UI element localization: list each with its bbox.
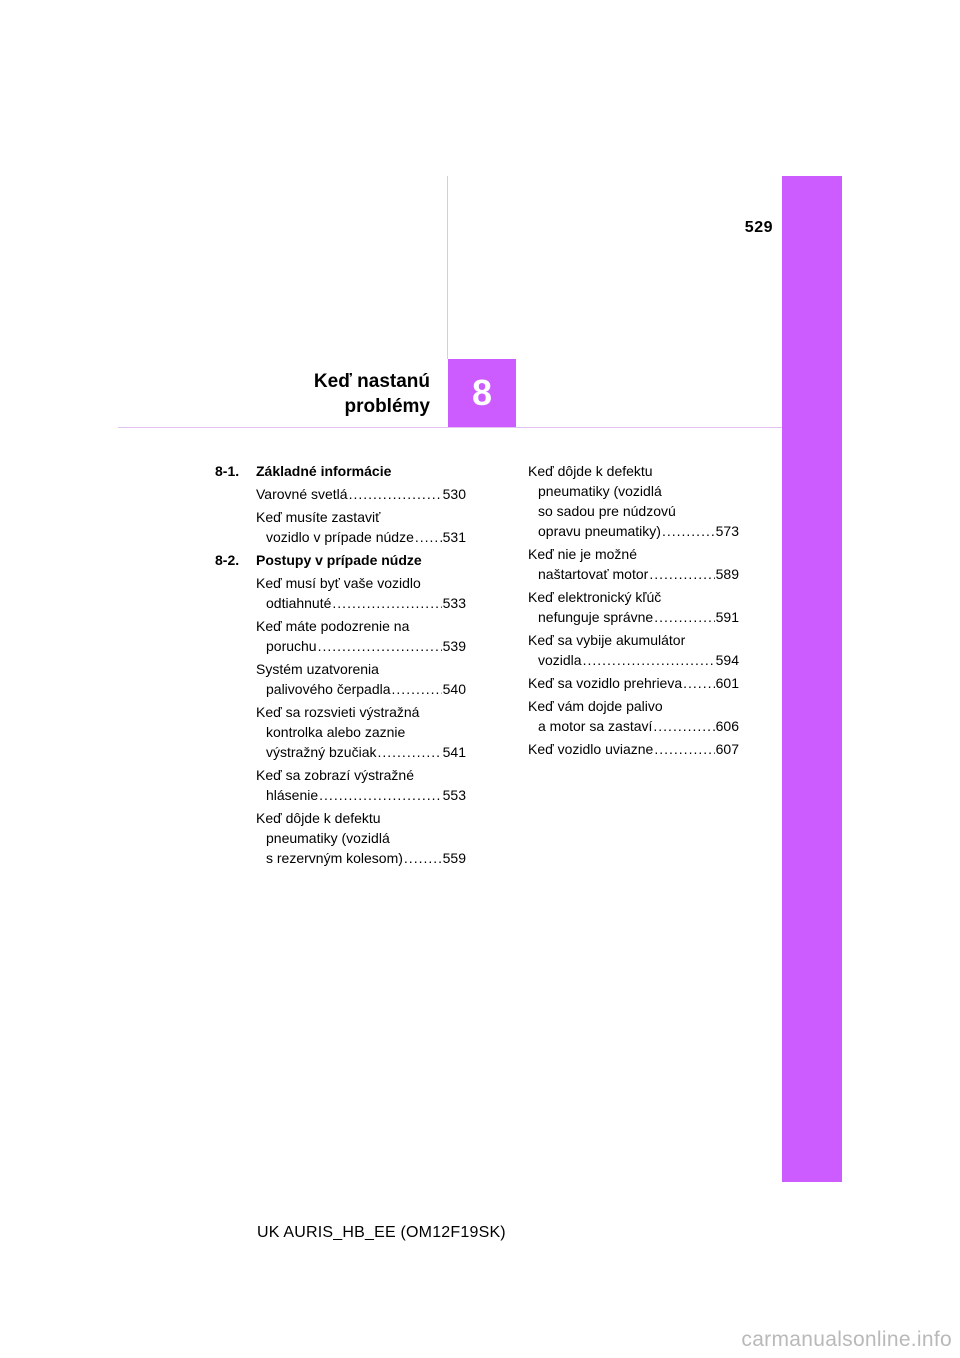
dot-leader	[415, 527, 442, 547]
toc-entry[interactable]	[256, 808, 466, 868]
toc-section-heading[interactable]	[215, 550, 466, 570]
chapter-title-line2: problémy	[344, 396, 430, 417]
toc-entry[interactable]	[256, 702, 466, 762]
toc-page-number: 530	[442, 486, 466, 502]
toc-entry-text: Keď sa vozidlo prehrieva	[528, 675, 683, 691]
toc-entry-text: vozidlo v prípade núdze	[266, 529, 414, 545]
dot-leader	[318, 636, 442, 656]
chapter-side-tab	[782, 176, 842, 1182]
toc-entry-last-line	[256, 785, 466, 805]
toc-page-number: 531	[442, 529, 466, 545]
toc-page-number: 553	[442, 787, 466, 803]
toc-entry-text: Keď nie je možné	[528, 546, 637, 562]
toc-entry-text: Keď sa rozsvieti výstražná	[256, 704, 420, 720]
toc-entry-last-line	[528, 716, 739, 736]
toc-entry-last-line	[256, 848, 466, 868]
toc-entry-text: Keď musíte zastaviť	[256, 509, 381, 525]
toc-entry-text: Keď elektronický kľúč	[528, 589, 662, 605]
toc-page-number: 539	[442, 638, 466, 654]
toc-page-number: 594	[715, 652, 739, 668]
toc-entry-text: Keď dôjde k defektu	[256, 810, 381, 826]
toc-entry[interactable]	[256, 484, 466, 504]
toc-entry[interactable]	[528, 673, 739, 693]
document-footer: UK AURIS_HB_EE (OM12F19SK)	[257, 1224, 506, 1241]
toc-section-number: 8-2.	[215, 552, 240, 568]
toc-entry[interactable]	[528, 461, 739, 541]
chapter-title	[314, 369, 430, 419]
chapter-title-line1: Keď nastanú	[313, 371, 430, 392]
toc-right-column	[528, 458, 739, 759]
toc-entry-text: s rezervným kolesom)	[266, 850, 403, 866]
toc-page-number: 607	[715, 741, 739, 757]
toc-entry-last-line	[256, 742, 466, 762]
toc-entry-last-line	[528, 607, 739, 627]
toc-entry-text: pneumatiky (vozidlá	[538, 483, 662, 499]
toc-entry-text: opravu pneumatiky)	[538, 523, 661, 539]
toc-page-number: 573	[715, 523, 739, 539]
toc-entry-last-line	[256, 636, 466, 656]
toc-section-title: Postupy v prípade núdze	[256, 552, 422, 568]
chapter-number-box	[448, 359, 516, 427]
toc-page-number: 541	[442, 744, 466, 760]
toc-page-number: 589	[715, 566, 739, 582]
toc-entry-last-line	[528, 521, 739, 541]
toc-section-number: 8-1.	[215, 463, 240, 479]
toc-entry[interactable]	[256, 573, 466, 613]
toc-entry[interactable]	[256, 765, 466, 805]
toc-page-number: 559	[442, 850, 466, 866]
dot-leader	[649, 564, 714, 584]
toc-entry-text: Keď vozidlo uviazne	[528, 741, 654, 757]
dot-leader	[332, 593, 441, 613]
dot-leader	[583, 650, 715, 670]
toc-entry-text: odtiahnuté	[266, 595, 332, 611]
toc-entry-text: Systém uzatvorenia	[256, 661, 379, 677]
toc-entry[interactable]	[528, 630, 739, 670]
watermark: carmanualsonline.info	[741, 1328, 952, 1351]
header-vertical-rule	[447, 176, 448, 359]
toc-page-number: 591	[715, 609, 739, 625]
dot-leader	[654, 739, 714, 759]
toc-entry-text: výstražný bzučiak	[266, 744, 377, 760]
toc-entry-text: Keď máte podozrenie na	[256, 618, 410, 634]
toc-section-title: Základné informácie	[256, 463, 392, 479]
toc-entry-text: Varovné svetlá	[256, 486, 348, 502]
toc-entry-last-line	[256, 527, 466, 547]
toc-page-number: 540	[442, 681, 466, 697]
toc-entry-text: Keď sa zobrazí výstražné	[256, 767, 415, 783]
toc-entry-text: Keď dôjde k defektu	[528, 463, 653, 479]
toc-entry[interactable]	[528, 544, 739, 584]
toc-entry-text: vozidla	[538, 652, 582, 668]
toc-page-number: 606	[715, 718, 739, 734]
toc-entry-last-line	[256, 679, 466, 699]
toc-entry[interactable]	[528, 739, 739, 759]
toc-entry-text: a motor sa zastaví	[538, 718, 653, 734]
toc-entry-last-line	[256, 484, 466, 504]
chapter-number: 8	[471, 372, 493, 413]
dot-leader	[654, 607, 714, 627]
header-horizontal-rule	[118, 427, 782, 428]
toc-section-heading[interactable]	[215, 461, 466, 481]
dot-leader	[392, 679, 442, 699]
toc-page-number: 601	[715, 675, 739, 691]
toc-entry-text: so sadou pre núdzovú	[538, 503, 676, 519]
dot-leader	[349, 484, 442, 504]
dot-leader	[653, 716, 714, 736]
page-number: 529	[744, 219, 773, 236]
toc-entry-text: Keď musí byť vaše vozidlo	[256, 575, 421, 591]
toc-entry[interactable]	[256, 616, 466, 656]
toc-entry-last-line	[528, 650, 739, 670]
toc-entry-text: poruchu	[266, 638, 317, 654]
toc-entry-last-line	[256, 593, 466, 613]
toc-entry-text: hlásenie	[266, 787, 319, 803]
toc-page-number: 533	[442, 595, 466, 611]
toc-entry-text: kontrolka alebo zaznie	[266, 724, 406, 740]
dot-leader	[683, 673, 715, 693]
toc-entry-text: palivového čerpadla	[266, 681, 391, 697]
toc-entry-text: Keď sa vybije akumulátor	[528, 632, 686, 648]
dot-leader	[404, 848, 442, 868]
toc-left-column	[215, 458, 466, 868]
toc-entry-last-line	[528, 564, 739, 584]
toc-entry-last-line	[528, 739, 739, 759]
toc-entry[interactable]	[256, 659, 466, 699]
toc-entry[interactable]	[528, 587, 739, 627]
toc-entry-text: pneumatiky (vozidlá	[266, 830, 390, 846]
toc-entry[interactable]	[256, 507, 466, 547]
dot-leader	[377, 742, 441, 762]
toc-entry-text: naštartovať motor	[538, 566, 649, 582]
toc-entry-last-line	[528, 673, 739, 693]
dot-leader	[319, 785, 441, 805]
toc-entry-text: nefunguje správne	[538, 609, 654, 625]
toc-entry-text: Keď vám dojde palivo	[528, 698, 663, 714]
dot-leader	[662, 521, 715, 541]
toc-entry[interactable]	[528, 696, 739, 736]
